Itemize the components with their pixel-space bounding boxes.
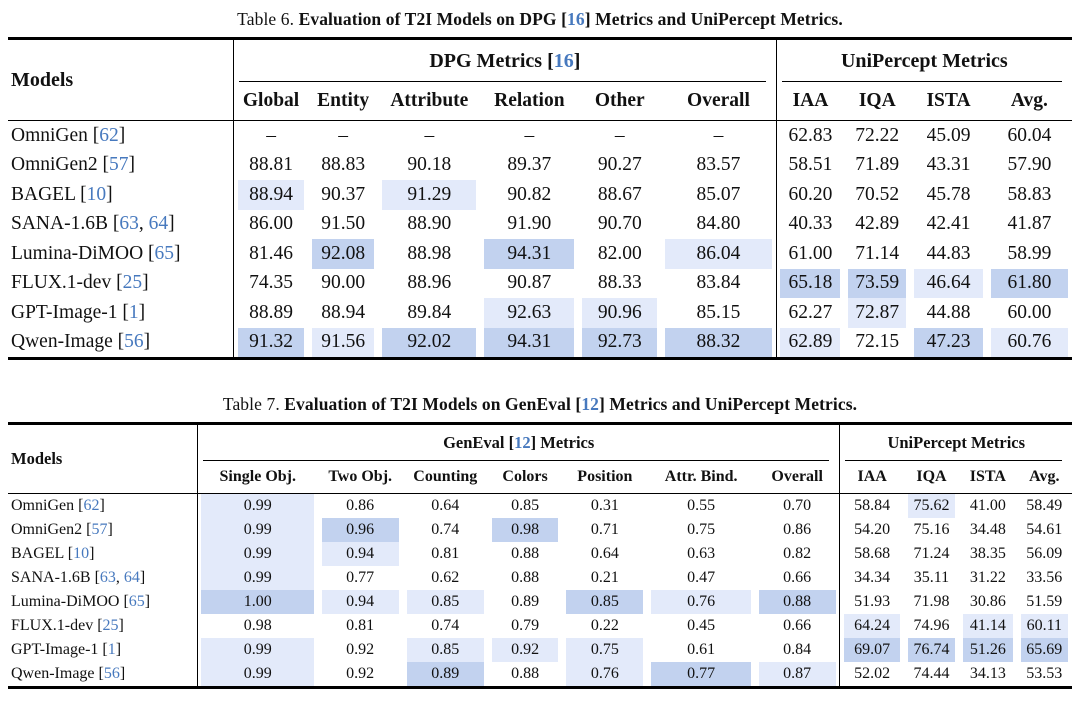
- metric-value: 58.83: [1007, 183, 1052, 205]
- metric-value: –: [308, 121, 378, 151]
- metric-value: 0.64: [403, 494, 488, 519]
- metric-value: 56.09: [1026, 545, 1063, 562]
- metric-value: 0.98: [197, 614, 317, 638]
- metric-value: 0.88: [755, 590, 840, 614]
- metric-value: 0.79: [511, 617, 540, 634]
- caption-text: ] Metrics: [530, 433, 595, 452]
- metric-value: 0.99: [197, 518, 317, 542]
- metric-value: 0.31: [562, 494, 647, 519]
- table-6-caption: [8, 9, 1072, 30]
- metric-value: 0.89: [511, 593, 540, 610]
- model-label: Lumina-DiMOO: [11, 242, 144, 264]
- table-row: [8, 566, 1072, 590]
- model-label: OmniGen: [11, 124, 88, 146]
- metric-value: 62.27: [776, 298, 844, 328]
- table-row: [8, 210, 1072, 240]
- metric-value: 0.99: [197, 566, 317, 590]
- citation-link[interactable]: 63: [99, 569, 116, 586]
- model-label: BAGEL: [11, 545, 64, 562]
- metric-value: 54.20: [840, 518, 904, 542]
- metric-value: 58.51: [776, 151, 844, 181]
- metric-value: 70.52: [855, 183, 900, 205]
- metric-value: 0.55: [647, 494, 754, 519]
- metric-value: 71.98: [913, 593, 950, 610]
- metric-value: 88.89: [234, 298, 308, 328]
- model-label: OmniGen2: [11, 154, 98, 176]
- metric-value: 44.83: [926, 242, 971, 264]
- model-label: OmniGen2: [11, 521, 83, 538]
- column-header: Position: [577, 468, 633, 485]
- metric-value: 69.07: [840, 638, 904, 662]
- metric-value: 90.87: [507, 272, 552, 294]
- metric-value: 41.87: [1007, 213, 1052, 235]
- model-name: OmniGen [62]: [8, 121, 234, 151]
- table-row: [8, 121, 1072, 151]
- table-row: [8, 239, 1072, 269]
- metric-value: 0.81: [346, 617, 375, 634]
- citation-link[interactable]: 12: [514, 433, 531, 452]
- table-row: [8, 542, 1072, 566]
- caption-prefix: Table 6.: [237, 9, 295, 29]
- metric-value: 53.53: [1026, 665, 1063, 682]
- metric-value: 1.00: [197, 590, 317, 614]
- metric-value: 72.87: [844, 298, 910, 328]
- metric-value: 0.85: [488, 494, 562, 519]
- column-header: IAA: [840, 461, 904, 494]
- model-label: BAGEL: [11, 183, 76, 205]
- column-header: Entity: [317, 90, 370, 111]
- metric-value: 60.76: [987, 328, 1072, 359]
- table-row: [8, 494, 1072, 519]
- model-label: OmniGen: [11, 497, 75, 514]
- caption-text: UniPercept Metrics: [887, 433, 1026, 452]
- metric-value: 60.04: [987, 121, 1072, 151]
- column-header: Overall: [687, 90, 750, 111]
- metric-value: 71.24: [913, 545, 950, 562]
- metric-value: 89.84: [407, 301, 452, 323]
- metric-value: 0.77: [647, 662, 754, 688]
- metric-value: 51.59: [1026, 593, 1063, 610]
- citation-link[interactable]: 62: [83, 497, 100, 514]
- model-name: GPT-Image-1 [1]: [11, 641, 122, 658]
- metric-value: 46.64: [910, 269, 987, 299]
- model-label: FLUX.1-dev: [11, 272, 112, 294]
- metric-value: 85.15: [696, 301, 741, 323]
- metric-value: 0.47: [687, 569, 716, 586]
- column-header: IQA: [858, 90, 896, 111]
- metric-value: 0.71: [590, 521, 619, 538]
- caption-text: Evaluation of T2I Models on GenEval [: [284, 394, 582, 414]
- model-label: SANA-1.6B: [11, 569, 91, 586]
- column-header: Avg.: [1010, 90, 1048, 111]
- citation-link[interactable]: 12: [581, 394, 600, 414]
- metric-value: 88.83: [321, 154, 366, 176]
- metric-value: 45.78: [926, 183, 971, 205]
- table-row: [8, 180, 1072, 210]
- metric-value: 94.31: [480, 239, 578, 269]
- column-header: Attribute: [390, 90, 469, 111]
- column-header: IQA: [916, 468, 947, 485]
- metric-value: 84.80: [696, 213, 741, 235]
- column-header: Avg.: [1029, 468, 1060, 485]
- metric-value: 51.93: [840, 590, 904, 614]
- metric-value: 52.02: [840, 662, 904, 688]
- models-column-header: Models: [11, 68, 74, 91]
- metric-value: 42.41: [926, 213, 971, 235]
- citation-link[interactable]: 57: [91, 521, 108, 538]
- metric-value: 47.23: [910, 328, 987, 359]
- metric-value: 88.67: [597, 183, 642, 205]
- metric-value: 0.88: [511, 665, 540, 682]
- table-6-section: [8, 9, 1072, 360]
- metric-value: 88.96: [407, 272, 452, 294]
- metric-value: 58.49: [1017, 494, 1072, 519]
- citation-link[interactable]: 62: [99, 124, 119, 146]
- caption-text: DPG Metrics [: [429, 49, 554, 72]
- metric-value: 58.84: [840, 494, 904, 519]
- metric-value: 0.76: [647, 590, 754, 614]
- column-header: ISTA: [926, 90, 971, 111]
- metric-value: 91.50: [321, 213, 366, 235]
- metric-value: 90.27: [597, 154, 642, 176]
- citation-link[interactable]: 63: [119, 213, 139, 235]
- citation-link[interactable]: 16: [567, 9, 585, 29]
- metric-value: 0.99: [197, 542, 317, 566]
- metric-value: 0.86: [318, 494, 403, 519]
- caption-text: ]: [573, 49, 581, 72]
- metric-value: 0.62: [431, 569, 460, 586]
- metric-value: 91.29: [378, 180, 480, 210]
- caption-title: [299, 9, 843, 29]
- metric-value: 94.31: [480, 328, 578, 359]
- column-group-header: [234, 39, 777, 83]
- metric-value: 62.89: [776, 328, 844, 359]
- metric-value: 0.96: [318, 518, 403, 542]
- metric-value: 0.85: [403, 590, 488, 614]
- metric-value: 0.98: [488, 518, 562, 542]
- metric-value: 65.18: [776, 269, 844, 299]
- metric-value: 92.73: [578, 328, 661, 359]
- caption-text: ] Metrics and UniPercept Metrics.: [584, 9, 843, 29]
- column-header: Overall: [771, 468, 823, 485]
- metric-value: 83.84: [696, 272, 741, 294]
- metric-value: 64.24: [840, 614, 904, 638]
- model-name: SANA-1.6B [63, 64]: [11, 213, 175, 235]
- column-header: Colors: [502, 468, 548, 485]
- model-name: FLUX.1-dev [25]: [11, 272, 149, 294]
- metric-value: 90.00: [321, 272, 366, 294]
- metric-value: 90.96: [578, 298, 661, 328]
- citation-link[interactable]: 25: [102, 617, 119, 634]
- citation-link[interactable]: 1: [128, 301, 139, 323]
- metric-value: 88.32: [661, 328, 776, 359]
- model-label: SANA-1.6B: [11, 213, 108, 235]
- metric-value: 0.88: [511, 545, 540, 562]
- model-label: Qwen-Image: [11, 665, 95, 682]
- metric-value: 44.88: [926, 301, 971, 323]
- metric-value: 88.81: [234, 151, 308, 181]
- model-name: SANA-1.6B [63, 64]: [11, 569, 146, 586]
- metric-value: –: [480, 121, 578, 151]
- metric-value: 71.14: [855, 242, 900, 264]
- metric-value: 74.35: [234, 269, 308, 299]
- citation-link[interactable]: 10: [86, 183, 107, 205]
- metric-value: 60.00: [1007, 301, 1052, 323]
- metric-value: 43.31: [926, 154, 971, 176]
- column-group-header: [776, 39, 1072, 83]
- metric-value: 91.32: [234, 328, 308, 359]
- metric-value: 89.37: [507, 154, 552, 176]
- column-header: Global: [234, 82, 308, 121]
- metric-value: 34.13: [969, 665, 1006, 682]
- table-row: [8, 614, 1072, 638]
- metric-value: 60.11: [1017, 614, 1072, 638]
- metric-value: 61.00: [776, 239, 844, 269]
- metric-value: –: [378, 121, 480, 151]
- metric-value: 0.66: [783, 617, 812, 634]
- metric-value: 72.22: [844, 121, 910, 151]
- metric-value: 82.00: [597, 242, 642, 264]
- table-row: [8, 269, 1072, 299]
- metric-value: –: [234, 121, 308, 151]
- table-row: [8, 518, 1072, 542]
- metric-value: 76.74: [904, 638, 959, 662]
- caption-prefix: Table 7.: [222, 394, 280, 414]
- citation-link[interactable]: 16: [553, 49, 574, 72]
- metric-value: 0.70: [755, 494, 840, 519]
- model-name: Qwen-Image [56]: [11, 331, 151, 353]
- metric-value: 88.90: [407, 213, 452, 235]
- model-name: OmniGen2 [57]: [11, 521, 113, 538]
- metric-value: 51.26: [959, 638, 1016, 662]
- metric-value: 90.82: [507, 183, 552, 205]
- metric-value: 41.14: [959, 614, 1016, 638]
- table-row: [8, 590, 1072, 614]
- metric-value: 54.61: [1026, 521, 1063, 538]
- caption-title: [284, 394, 857, 414]
- metric-value: 40.33: [776, 210, 844, 240]
- metric-value: 92.63: [480, 298, 578, 328]
- metric-value: 0.74: [431, 521, 460, 538]
- metric-value: 0.87: [755, 662, 840, 688]
- metric-value: 0.88: [511, 569, 540, 586]
- metric-value: 0.75: [562, 638, 647, 662]
- metric-value: 73.59: [844, 269, 910, 299]
- metric-value: 90.18: [407, 154, 452, 176]
- metric-value: 91.90: [507, 213, 552, 235]
- metric-value: 34.48: [969, 521, 1006, 538]
- metric-value: 85.07: [696, 183, 741, 205]
- table-row: [8, 298, 1072, 328]
- citation-link[interactable]: 65: [128, 593, 145, 610]
- table-7: [8, 422, 1072, 689]
- model-name: OmniGen [62]: [8, 494, 197, 519]
- metric-value: 0.86: [783, 521, 812, 538]
- metric-value: 0.66: [783, 569, 812, 586]
- column-header: Counting: [413, 468, 478, 485]
- metric-value: 0.92: [346, 665, 375, 682]
- table-7-caption: [8, 394, 1072, 415]
- column-header: Two Obj.: [328, 468, 393, 485]
- metric-value: 0.64: [590, 545, 619, 562]
- metric-value: 0.94: [318, 542, 403, 566]
- table-row: [8, 638, 1072, 662]
- metric-value: 0.94: [318, 590, 403, 614]
- metric-value: 81.46: [234, 239, 308, 269]
- metric-value: 62.83: [776, 121, 844, 151]
- citation-link[interactable]: 25: [122, 272, 143, 294]
- metric-value: 33.56: [1026, 569, 1063, 586]
- metric-value: 0.77: [346, 569, 375, 586]
- metric-value: –: [578, 121, 661, 151]
- metric-value: 31.22: [969, 569, 1006, 586]
- table-6: [8, 37, 1072, 360]
- metric-value: 88.98: [407, 242, 452, 264]
- metric-value: 90.37: [321, 183, 366, 205]
- citation-link[interactable]: 56: [103, 665, 120, 682]
- column-group-header: [840, 424, 1072, 462]
- metric-value: 0.82: [783, 545, 812, 562]
- metric-value: 42.89: [855, 213, 900, 235]
- model-label: GPT-Image-1: [11, 641, 99, 658]
- metric-value: 60.20: [776, 180, 844, 210]
- metric-value: 83.57: [696, 154, 741, 176]
- metric-value: 88.94: [234, 180, 308, 210]
- table-row: [8, 662, 1072, 688]
- column-header: Relation: [494, 90, 565, 111]
- column-header: ISTA: [969, 468, 1006, 485]
- metric-value: 38.35: [969, 545, 1006, 562]
- model-name: BAGEL [10]: [11, 183, 113, 205]
- metric-value: 34.34: [840, 566, 904, 590]
- column-header: Attr. Bind.: [664, 468, 738, 485]
- metric-value: 58.99: [1007, 242, 1052, 264]
- metric-value: 91.56: [308, 328, 378, 359]
- metric-value: 0.63: [687, 545, 716, 562]
- metric-value: 0.85: [562, 590, 647, 614]
- model-name: OmniGen2 [57]: [11, 154, 136, 176]
- citation-link[interactable]: 57: [109, 154, 129, 176]
- metric-value: 0.75: [687, 521, 716, 538]
- models-column-header: Models: [11, 449, 63, 468]
- metric-value: 0.74: [431, 617, 460, 634]
- metric-value: 65.69: [1017, 638, 1072, 662]
- metric-value: 58.68: [840, 542, 904, 566]
- citation-link[interactable]: 65: [154, 242, 175, 264]
- metric-value: 0.76: [562, 662, 647, 688]
- citation-link[interactable]: 1: [107, 641, 116, 658]
- citation-link[interactable]: 64: [123, 569, 140, 586]
- model-name: Qwen-Image [56]: [11, 665, 126, 682]
- metric-value: 0.99: [197, 638, 317, 662]
- citation-link[interactable]: 10: [73, 545, 90, 562]
- caption-text: Evaluation of T2I Models on DPG [: [298, 9, 568, 29]
- metric-value: 0.92: [488, 638, 562, 662]
- metric-value: 75.62: [904, 494, 959, 519]
- column-header: Single Obj.: [197, 461, 317, 494]
- metric-value: 88.33: [597, 272, 642, 294]
- model-label: Qwen-Image: [11, 331, 113, 353]
- metric-value: 0.89: [403, 662, 488, 688]
- metric-value: 30.86: [969, 593, 1006, 610]
- table-row: [8, 328, 1072, 359]
- metric-value: 90.70: [597, 213, 642, 235]
- table-7-section: [8, 394, 1072, 689]
- metric-value: 71.89: [855, 154, 900, 176]
- citation-link[interactable]: 56: [124, 331, 144, 353]
- metric-value: 0.45: [687, 617, 716, 634]
- metric-value: 0.61: [687, 641, 716, 658]
- metric-value: 92.08: [308, 239, 378, 269]
- caption-text: UniPercept Metrics: [840, 49, 1008, 72]
- caption-text: ] Metrics and UniPercept Metrics.: [599, 394, 858, 414]
- metric-value: 0.85: [403, 638, 488, 662]
- model-name: BAGEL [10]: [11, 545, 95, 562]
- model-name: FLUX.1-dev [25]: [11, 617, 124, 634]
- model-label: FLUX.1-dev: [11, 617, 94, 634]
- table-row: [8, 151, 1072, 181]
- model-name: Lumina-DiMOO [65]: [11, 242, 181, 264]
- metric-value: 88.94: [321, 301, 366, 323]
- metric-value: 75.16: [913, 521, 950, 538]
- metric-value: 0.99: [197, 662, 317, 688]
- metric-value: 57.90: [1007, 154, 1052, 176]
- metric-value: 0.99: [197, 494, 317, 519]
- column-group-header: [197, 424, 840, 462]
- metric-value: 0.92: [346, 641, 375, 658]
- model-name: Lumina-DiMOO [65]: [11, 593, 151, 610]
- metric-value: 45.09: [910, 121, 987, 151]
- metric-value: 0.81: [431, 545, 460, 562]
- metric-value: 41.00: [959, 494, 1016, 519]
- metric-value: 86.04: [661, 239, 776, 269]
- citation-link[interactable]: 64: [148, 213, 169, 235]
- metric-value: –: [661, 121, 776, 151]
- metric-value: 0.84: [783, 641, 812, 658]
- metric-value: 86.00: [234, 210, 308, 240]
- metric-value: 0.21: [590, 569, 619, 586]
- metric-value: 35.11: [913, 569, 950, 586]
- column-header: IAA: [776, 82, 844, 121]
- metric-value: 61.80: [987, 269, 1072, 299]
- metric-value: 92.02: [378, 328, 480, 359]
- model-label: Lumina-DiMOO: [11, 593, 120, 610]
- model-label: GPT-Image-1: [11, 301, 118, 323]
- metric-value: 74.44: [913, 665, 950, 682]
- model-name: GPT-Image-1 [1]: [11, 301, 146, 323]
- metric-value: 0.22: [590, 617, 619, 634]
- column-header: Other: [594, 90, 645, 111]
- caption-text: GenEval [: [443, 433, 515, 452]
- metric-value: 72.15: [855, 331, 900, 353]
- metric-value: 74.96: [913, 617, 950, 634]
